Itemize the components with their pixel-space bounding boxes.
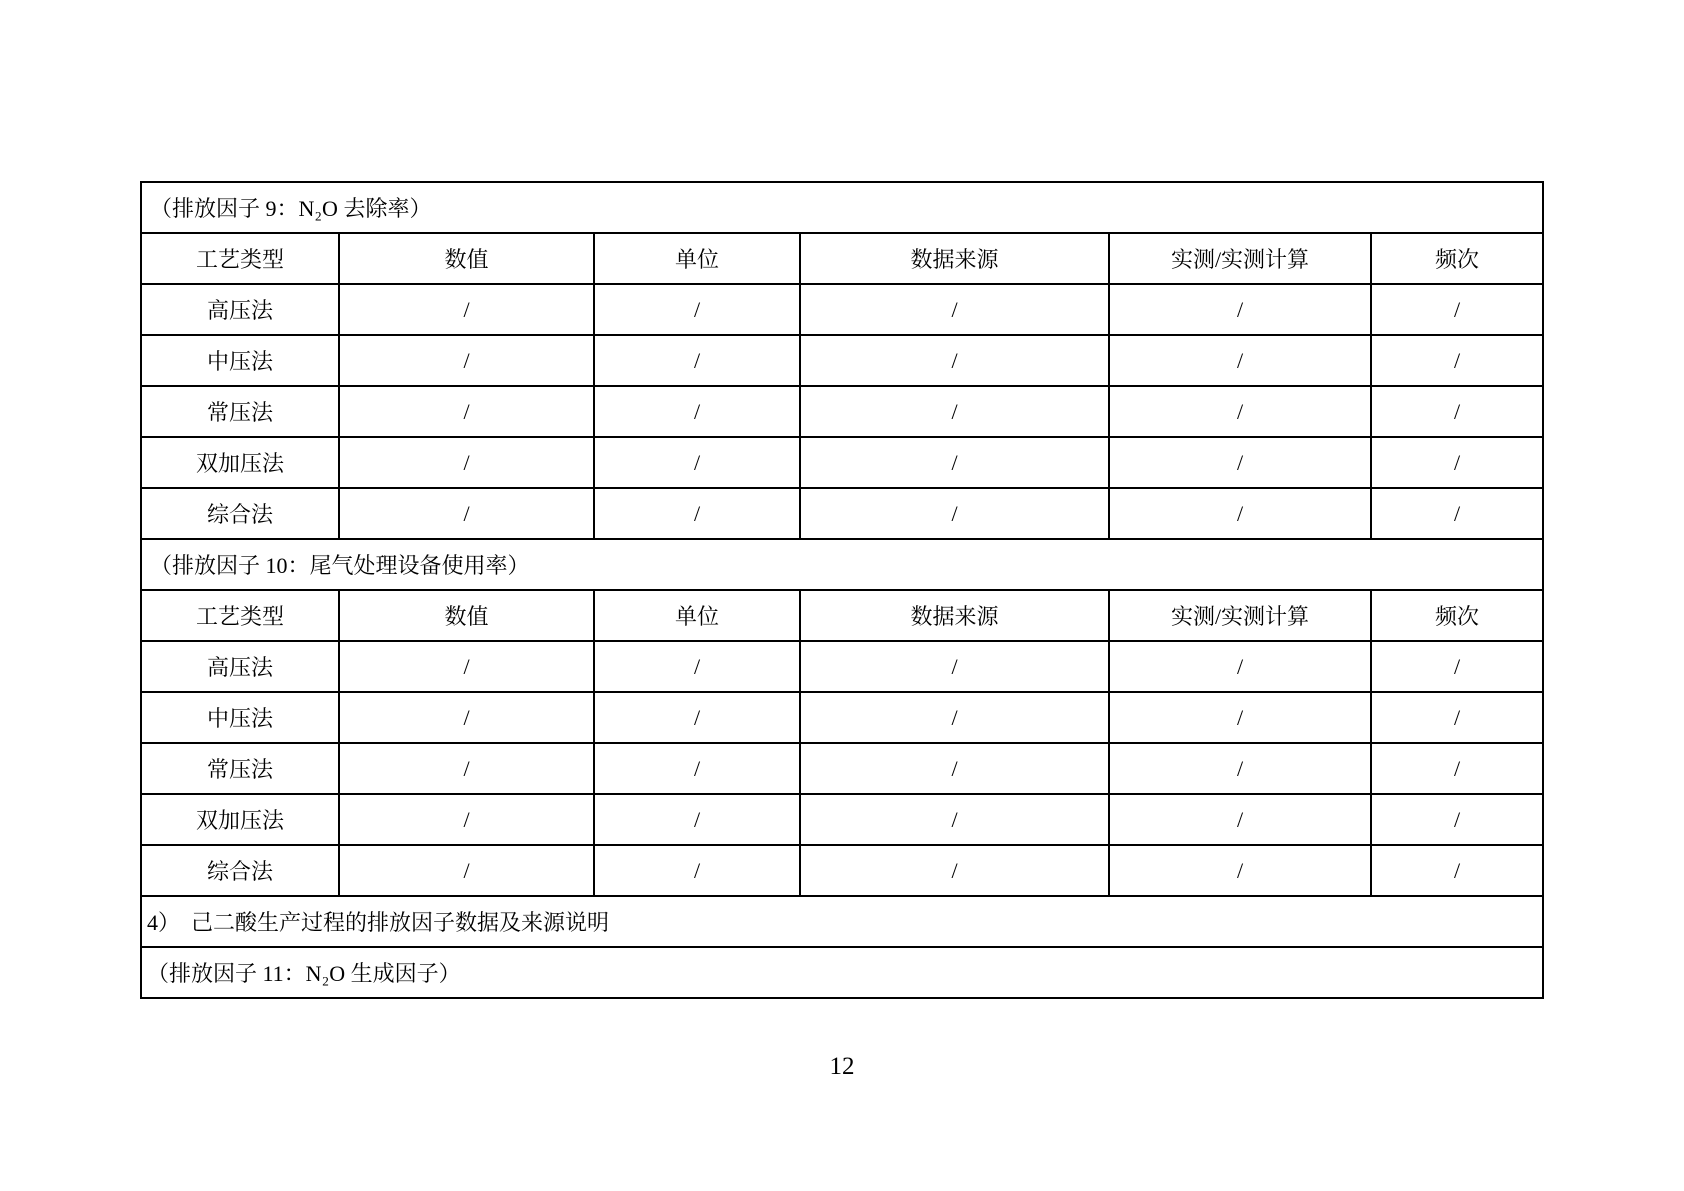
section-title-row <box>141 539 1543 590</box>
value-cell: / <box>594 488 800 539</box>
value-cell: / <box>1371 386 1543 437</box>
section-title: （排放因子 10：尾气处理设备使用率） <box>141 539 1543 590</box>
value-cell: / <box>594 743 800 794</box>
value-cell: / <box>1371 794 1543 845</box>
table-row <box>141 335 1543 386</box>
section-title-row <box>141 182 1543 233</box>
column-header: 数值 <box>339 590 594 641</box>
value-cell: / <box>594 641 800 692</box>
table-row <box>141 692 1543 743</box>
value-cell: / <box>1371 845 1543 896</box>
emission-factors-table <box>140 181 1544 999</box>
column-header: 单位 <box>594 590 800 641</box>
table-row <box>141 845 1543 896</box>
row-label: 常压法 <box>141 743 339 794</box>
value-cell: / <box>594 845 800 896</box>
header-row <box>141 233 1543 284</box>
footer-note-row <box>141 947 1543 998</box>
footer-note: 4） 己二酸生产过程的排放因子数据及来源说明 <box>141 896 1543 947</box>
value-cell: / <box>1371 437 1543 488</box>
column-header: 单位 <box>594 233 800 284</box>
row-label: 综合法 <box>141 845 339 896</box>
column-header: 实测/实测计算 <box>1109 233 1371 284</box>
row-label: 高压法 <box>141 284 339 335</box>
value-cell: / <box>594 386 800 437</box>
section-title: （排放因子 9：N₂O 去除率） <box>141 182 1543 233</box>
row-label: 双加压法 <box>141 794 339 845</box>
value-cell: / <box>1109 386 1371 437</box>
value-cell: / <box>800 284 1109 335</box>
value-cell: / <box>1109 437 1371 488</box>
table-body <box>141 182 1543 998</box>
value-cell: / <box>1109 335 1371 386</box>
value-cell: / <box>1371 284 1543 335</box>
row-label: 双加压法 <box>141 437 339 488</box>
value-cell: / <box>800 641 1109 692</box>
value-cell: / <box>800 335 1109 386</box>
value-cell: / <box>800 743 1109 794</box>
table-row <box>141 284 1543 335</box>
column-header: 数据来源 <box>800 233 1109 284</box>
value-cell: / <box>1109 794 1371 845</box>
value-cell: / <box>339 743 594 794</box>
table-row <box>141 641 1543 692</box>
row-label: 高压法 <box>141 641 339 692</box>
value-cell: / <box>339 437 594 488</box>
value-cell: / <box>800 692 1109 743</box>
header-row <box>141 590 1543 641</box>
value-cell: / <box>1109 692 1371 743</box>
row-label: 中压法 <box>141 335 339 386</box>
value-cell: / <box>339 692 594 743</box>
value-cell: / <box>800 845 1109 896</box>
value-cell: / <box>1109 488 1371 539</box>
table-row <box>141 743 1543 794</box>
value-cell: / <box>1371 692 1543 743</box>
value-cell: / <box>1371 743 1543 794</box>
value-cell: / <box>800 794 1109 845</box>
value-cell: / <box>339 845 594 896</box>
column-header: 数据来源 <box>800 590 1109 641</box>
value-cell: / <box>339 386 594 437</box>
value-cell: / <box>339 335 594 386</box>
value-cell: / <box>594 284 800 335</box>
table-row <box>141 386 1543 437</box>
value-cell: / <box>1371 641 1543 692</box>
column-header: 频次 <box>1371 233 1543 284</box>
value-cell: / <box>594 437 800 488</box>
table-row <box>141 488 1543 539</box>
value-cell: / <box>339 284 594 335</box>
column-header: 频次 <box>1371 590 1543 641</box>
value-cell: / <box>594 692 800 743</box>
column-header: 数值 <box>339 233 594 284</box>
value-cell: / <box>800 488 1109 539</box>
row-label: 综合法 <box>141 488 339 539</box>
value-cell: / <box>339 641 594 692</box>
column-header: 工艺类型 <box>141 590 339 641</box>
value-cell: / <box>594 335 800 386</box>
footer-note: （排放因子 11：N₂O 生成因子） <box>141 947 1543 998</box>
value-cell: / <box>1371 335 1543 386</box>
page-number: 12 <box>829 1053 855 1080</box>
value-cell: / <box>1109 284 1371 335</box>
value-cell: / <box>594 794 800 845</box>
value-cell: / <box>1109 845 1371 896</box>
table-row <box>141 437 1543 488</box>
footer-note-row <box>141 896 1543 947</box>
value-cell: / <box>339 488 594 539</box>
column-header: 实测/实测计算 <box>1109 590 1371 641</box>
row-label: 常压法 <box>141 386 339 437</box>
table-row <box>141 794 1543 845</box>
value-cell: / <box>1371 488 1543 539</box>
value-cell: / <box>339 794 594 845</box>
value-cell: / <box>800 386 1109 437</box>
value-cell: / <box>1109 743 1371 794</box>
column-header: 工艺类型 <box>141 233 339 284</box>
value-cell: / <box>1109 641 1371 692</box>
row-label: 中压法 <box>141 692 339 743</box>
value-cell: / <box>800 437 1109 488</box>
